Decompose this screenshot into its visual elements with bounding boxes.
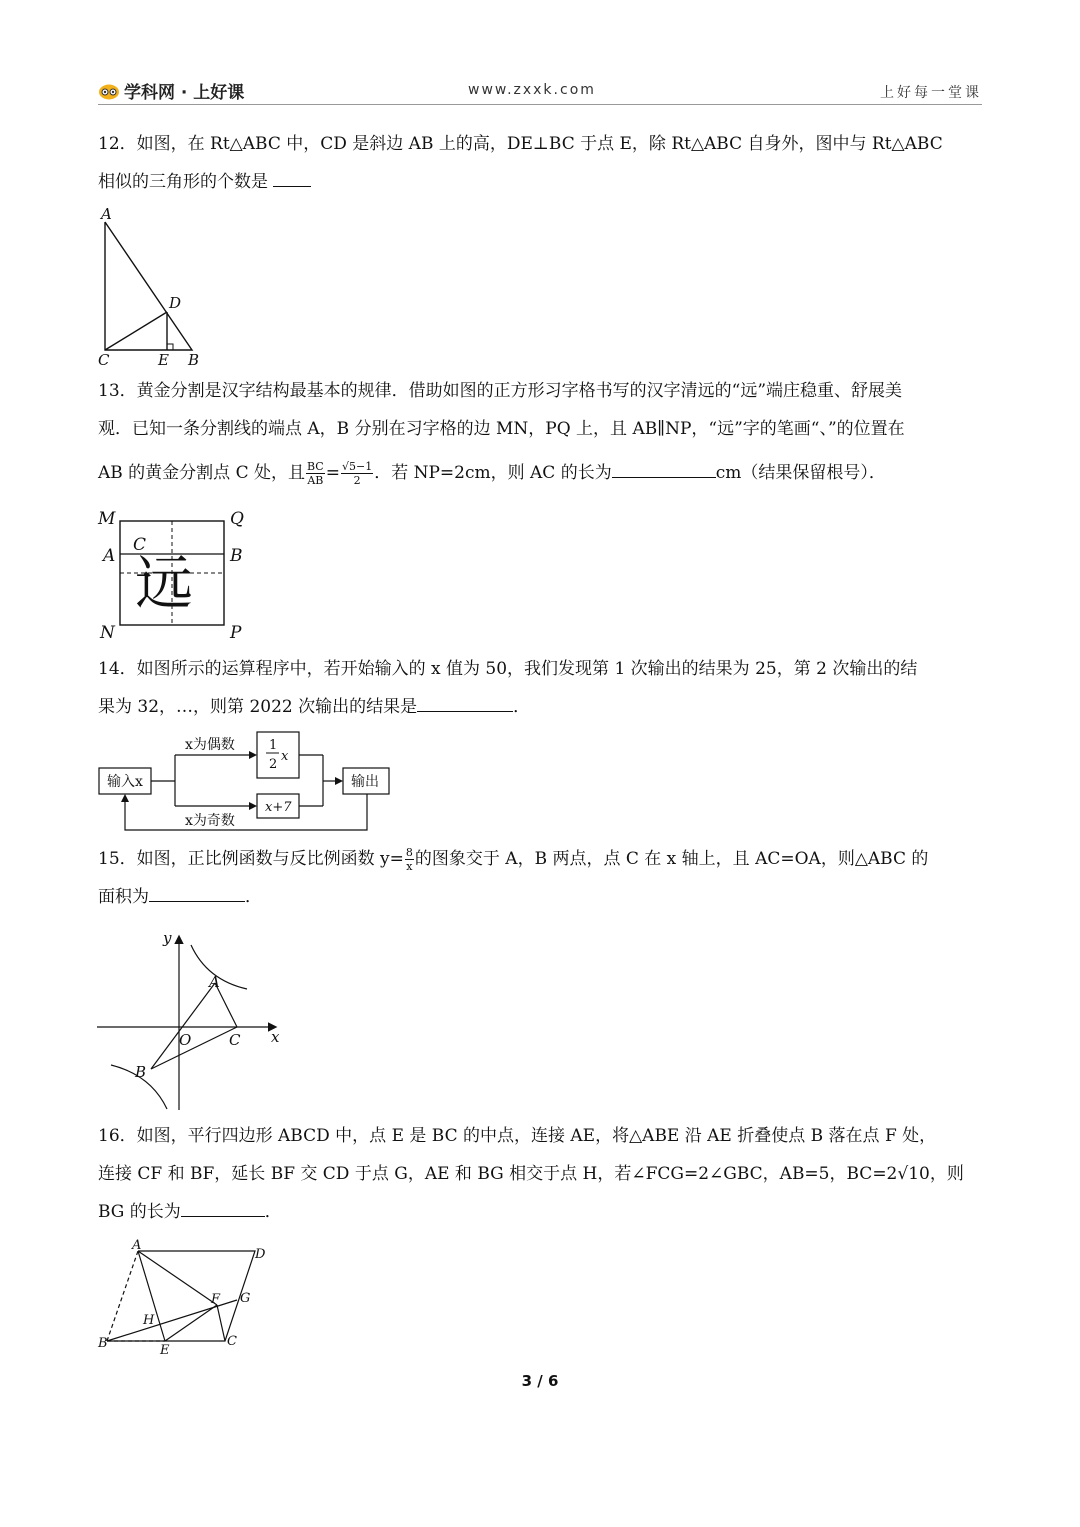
q13-line-3-text-c: cm（结果保留根号）．	[715, 463, 886, 483]
question-13	[98, 372, 988, 492]
owl-logo-icon	[98, 82, 120, 100]
point-label-o: O	[179, 1031, 192, 1049]
answer-blank	[149, 879, 245, 902]
parallelogram-outline	[107, 1251, 255, 1341]
q12-line-2	[98, 163, 988, 201]
segment-ef	[165, 1305, 217, 1341]
point-label-m: M	[98, 509, 116, 529]
q12-line-1: 12．如图，在 Rt△ABC 中，CD 是斜边 AB 上的高，DE⊥BC 于点 E，除 Rt△ABC 自身外，图中与 Rt△ABC	[98, 134, 943, 154]
point-label-d: D	[169, 294, 182, 312]
q14-line-2	[98, 688, 988, 726]
question-16	[98, 1117, 988, 1231]
fraction-numerator: 8	[405, 846, 413, 859]
sqrt-expression: √5−1	[341, 460, 373, 473]
q15-line-1-text-b: 的图象交于 A，B 两点，点 C 在 x 轴上，且 AC=OA，则△ABC 的	[414, 849, 929, 869]
calligraphy-character: 远	[135, 549, 194, 617]
segment-af	[138, 1251, 217, 1305]
fraction-denominator: AB	[307, 474, 324, 487]
point-label-f: F	[211, 1292, 221, 1307]
q14-flowchart	[95, 728, 395, 833]
q16-line-2: 连接 CF 和 BF，延长 BF 交 CD 于点 G，AE 和 BG 相交于点 H，若∠FCG=2∠GBC，AB=5，BC=2√10，则	[98, 1164, 964, 1184]
odd-condition-label: x为奇数	[185, 813, 235, 829]
page-number: 3 / 6	[521, 1372, 559, 1390]
fraction-numerator: BC	[307, 460, 324, 473]
fraction-8-over-x	[405, 846, 414, 873]
q14-line-1: 14．如图所示的运算程序中，若开始输入的 x 值为 50，我们发现第 1 次输出的结果为 25，第 2 次输出的结	[98, 659, 918, 679]
point-label-a: A	[103, 546, 116, 566]
answer-blank	[181, 1194, 265, 1217]
point-label-e: E	[160, 1343, 170, 1358]
q15-line-2-text: 面积为	[98, 887, 149, 907]
question-14	[98, 650, 988, 726]
q13-line-2: 观．已知一条分割线的端点 A，B 分别在习字格的边 MN，PQ 上，且 AB∥NP，“远”字的笔画“、”的位置在	[98, 419, 905, 439]
half-denominator: 2	[269, 757, 278, 772]
half-box	[257, 732, 299, 778]
plus-seven-label: x+7	[265, 800, 292, 815]
q15-function-graph	[95, 925, 295, 1115]
q16-parallelogram-figure	[95, 1237, 285, 1362]
fraction-golden-ratio	[341, 460, 373, 487]
point-label-c: C	[229, 1031, 241, 1049]
point-label-b: B	[135, 1063, 147, 1081]
point-label-c: C	[227, 1334, 237, 1349]
fraction-denominator: 2	[353, 474, 361, 487]
q16-line-3-text: BG 的长为	[98, 1202, 181, 1222]
page-header	[98, 74, 982, 105]
axis-label-x: x	[271, 1028, 280, 1046]
q13-line-3-text-b: ．若 NP=2cm，则 AC 的长为	[374, 463, 612, 483]
q13-line-3-text-a: AB 的黄金分割点 C 处，且	[98, 463, 305, 483]
axis-label-y: y	[163, 929, 172, 947]
point-label-b: B	[230, 546, 243, 566]
point-label-a: A	[101, 205, 112, 223]
point-label-q: Q	[230, 509, 244, 529]
proportional-line	[151, 983, 215, 1069]
equals-sign: =	[325, 463, 340, 483]
point-label-b: B	[98, 1336, 108, 1351]
q16-line-3	[98, 1193, 988, 1231]
answer-blank	[417, 689, 513, 712]
logo-text: 学科网 · 上好课	[124, 83, 245, 103]
fraction-bc-ab	[306, 460, 325, 487]
point-label-b: B	[188, 351, 200, 369]
q13-line-3	[98, 454, 988, 492]
point-label-n: N	[100, 623, 115, 643]
input-label: 输入x	[107, 774, 143, 790]
output-label: 输出	[351, 774, 379, 790]
q15-line-2	[98, 878, 988, 916]
fraction-denominator: x	[406, 860, 413, 873]
point-label-e: E	[158, 351, 169, 369]
q12-triangle-figure	[95, 205, 215, 370]
point-label-p: P	[230, 623, 242, 643]
q16-line-3-end: ．	[264, 1202, 282, 1222]
q12-line-2-text: 相似的三角形的个数是	[98, 172, 268, 192]
q13-line-1: 13．黄金分割是汉字结构最基本的规律．借助如图的正方形习字格书写的汉字清远的“远”端庄稳重、舒展美	[98, 381, 903, 401]
site-logo	[98, 78, 244, 103]
q15-line-1	[98, 840, 988, 878]
point-label-a: A	[209, 973, 220, 991]
answer-blank	[273, 164, 311, 187]
q13-grid-figure	[95, 505, 255, 643]
q15-line-2-end: ．	[245, 887, 262, 907]
question-12	[98, 125, 988, 201]
q14-line-2-text: 果为 32，…，则第 2022 次输出的结果是	[98, 697, 418, 717]
point-label-g: G	[240, 1291, 251, 1306]
half-variable: x	[281, 749, 289, 764]
segment-cf	[217, 1305, 225, 1341]
q14-line-2-end: ．	[513, 697, 531, 717]
header-slogan: 上好每一堂课	[880, 85, 982, 101]
answer-blank	[612, 455, 716, 478]
even-condition-label: x为偶数	[185, 737, 235, 753]
point-label-a: A	[132, 1238, 142, 1253]
site-url: www.zxxk.com	[468, 82, 596, 98]
point-label-h: H	[143, 1313, 155, 1328]
point-label-c: C	[98, 351, 110, 369]
half-numerator: 1	[269, 738, 278, 753]
q16-line-1: 16．如图，平行四边形 ABCD 中，点 E 是 BC 的中点，连接 AE，将△ABE 沿 AE 折叠使点 B 落在点 F 处，	[98, 1126, 937, 1146]
point-label-c: C	[133, 535, 147, 555]
question-15	[98, 840, 988, 916]
q15-line-1-text-a: 15．如图，正比例函数与反比例函数 y=	[98, 849, 404, 869]
point-label-d: D	[255, 1247, 266, 1262]
